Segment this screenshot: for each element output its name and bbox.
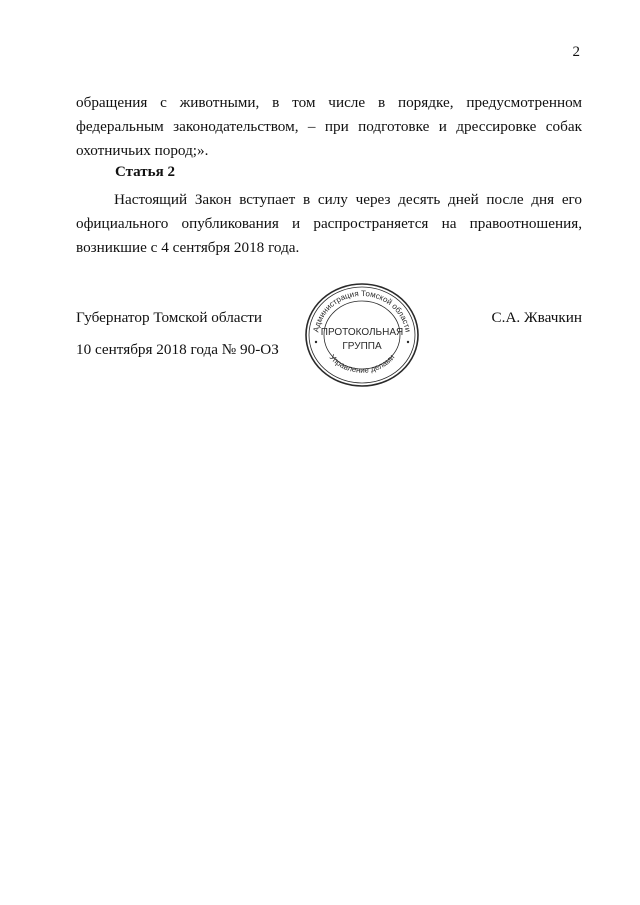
page-number: 2 <box>572 44 580 60</box>
stamp-center-line1: ПРОТОКОЛЬНАЯ <box>320 327 404 338</box>
paragraph-effective-date: Настоящий Закон вступает в силу через десять дней после дня его официального опубликования и распространяется на правоотношения, возникшие с 4 сентября 2018 года. <box>76 191 582 256</box>
signer-role: Губернатор Томской области <box>76 309 263 326</box>
stamp-outer-top-text: Администрация Томской области <box>311 288 413 333</box>
law-date-number: 10 сентября 2018 года № 90-ОЗ <box>76 341 279 358</box>
article-title: Статья 2 <box>115 164 175 180</box>
stamp-outer-bottom-text: Управление делами <box>327 352 397 375</box>
svg-text:Управление делами <box>328 353 397 375</box>
stamp-seal-icon <box>302 280 422 390</box>
stamp-center-line2: ГРУППА <box>342 341 382 352</box>
signer-name: С.А. Жвачкин <box>491 309 582 326</box>
paragraph-continuation: обращения с животными, в том числе в порядке, предусмотренном федеральным законодательством, – при подготовке и дрессировке собак охотничьих пород;». <box>76 94 582 159</box>
official-stamp <box>302 280 422 390</box>
